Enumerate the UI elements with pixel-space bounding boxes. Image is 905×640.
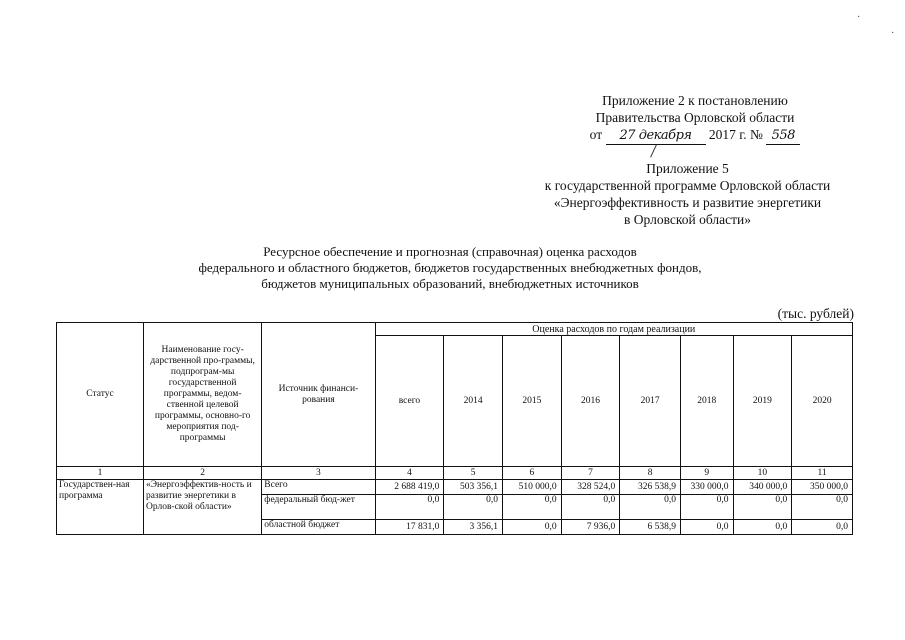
table-row — [57, 480, 853, 495]
handwritten-number: 558 — [766, 127, 800, 145]
header-row-1 — [57, 323, 853, 336]
appendix-5-line1: Приложение 5 — [646, 161, 729, 176]
value-cell: 0,0 — [680, 495, 733, 520]
title-line3: бюджетов муниципальных образований, внебюджетных источников — [261, 276, 639, 291]
units-label: (тыс. рублей) — [777, 306, 854, 321]
value-cell: 0,0 — [502, 495, 561, 520]
value-cell: 350 000,0 — [792, 480, 853, 495]
column-number: 7 — [561, 467, 620, 480]
value-cell: 0,0 — [561, 495, 620, 520]
date-suffix: 2017 г. № — [708, 127, 763, 142]
appendix-5-header — [515, 160, 860, 228]
header-year: 2014 — [444, 336, 503, 467]
value-cell: 340 000,0 — [733, 480, 792, 495]
value-cell: 0,0 — [680, 520, 733, 535]
value-cell: 0,0 — [620, 495, 681, 520]
value-cell: 7 936,0 — [561, 520, 620, 535]
column-number: 3 — [262, 467, 375, 480]
value-cell: 326 538,9 — [620, 480, 681, 495]
header-year: 2017 — [620, 336, 681, 467]
column-number: 6 — [502, 467, 561, 480]
column-number-row — [57, 467, 853, 480]
value-cell: 0,0 — [444, 495, 503, 520]
column-number: 9 — [680, 467, 733, 480]
column-number: 8 — [620, 467, 681, 480]
title-line1: Ресурсное обеспечение и прогнозная (справочная) оценка расходов — [263, 244, 637, 259]
value-cell: 0,0 — [792, 520, 853, 535]
column-number: 1 — [57, 467, 144, 480]
value-cell: 0,0 — [502, 520, 561, 535]
program-name-cell: «Энергоэффектив-ность и развитие энергетики в Орлов-ской области» — [143, 480, 261, 535]
document-title — [120, 244, 780, 292]
appendix-2-date-line — [560, 126, 830, 145]
value-cell: 0,0 — [733, 495, 792, 520]
appendix-5-line4: в Орловской области» — [624, 212, 751, 227]
value-cell: 510 000,0 — [502, 480, 561, 495]
budget-table — [56, 322, 853, 535]
status-cell: Государствен-ная программа — [57, 480, 144, 535]
value-cell: 0,0 — [733, 520, 792, 535]
source-cell: областной бюджет — [262, 520, 375, 535]
header-year: 2015 — [502, 336, 561, 467]
appendix-2-header — [560, 92, 830, 145]
appendix-2-line2: Правительства Орловской области — [595, 110, 795, 125]
appendix-5-line2: к государственной программе Орловской области — [544, 178, 831, 193]
column-number: 10 — [733, 467, 792, 480]
scan-speck: · — [891, 28, 895, 39]
value-cell: 3 356,1 — [444, 520, 503, 535]
value-cell: 17 831,0 — [375, 520, 444, 535]
column-number: 5 — [444, 467, 503, 480]
date-prefix: от — [589, 127, 603, 142]
scan-speck: · — [857, 12, 861, 23]
header-estimate: Оценка расходов по годам реализации — [375, 323, 852, 336]
header-year: 2019 — [733, 336, 792, 467]
source-cell: федеральный бюд-жет — [262, 495, 375, 520]
source-cell: Всего — [262, 480, 375, 495]
column-number: 2 — [143, 467, 261, 480]
appendix-2-line1: Приложение 2 к постановлению — [602, 93, 788, 108]
header-year: 2016 — [561, 336, 620, 467]
appendix-5-line3: «Энергоэффективность и развитие энергетики — [553, 195, 822, 210]
value-cell: 6 538,9 — [620, 520, 681, 535]
header-year: 2020 — [792, 336, 853, 467]
column-number: 11 — [792, 467, 853, 480]
header-status: Статус — [57, 323, 144, 467]
handwritten-date: 27 декабря — [606, 127, 706, 145]
value-cell: 0,0 — [375, 495, 444, 520]
value-cell: 330 000,0 — [680, 480, 733, 495]
value-cell: 328 524,0 — [561, 480, 620, 495]
value-cell: 503 356,1 — [444, 480, 503, 495]
header-year: 2018 — [680, 336, 733, 467]
pen-stroke — [650, 144, 657, 157]
value-cell: 2 688 419,0 — [375, 480, 444, 495]
value-cell: 0,0 — [792, 495, 853, 520]
title-line2: федерального и областного бюджетов, бюджетов государственных внебюджетных фондов, — [198, 260, 702, 275]
header-program-name: Наименование госу-дарственной про-граммы, подпрограм-мы государственной программы, ведом-ственной целевой программы, основно-го мероприятия под-программы — [143, 323, 261, 467]
column-number: 4 — [375, 467, 444, 480]
header-total: всего — [375, 336, 444, 467]
header-funding-source: Источник финанси-рования — [262, 323, 375, 467]
